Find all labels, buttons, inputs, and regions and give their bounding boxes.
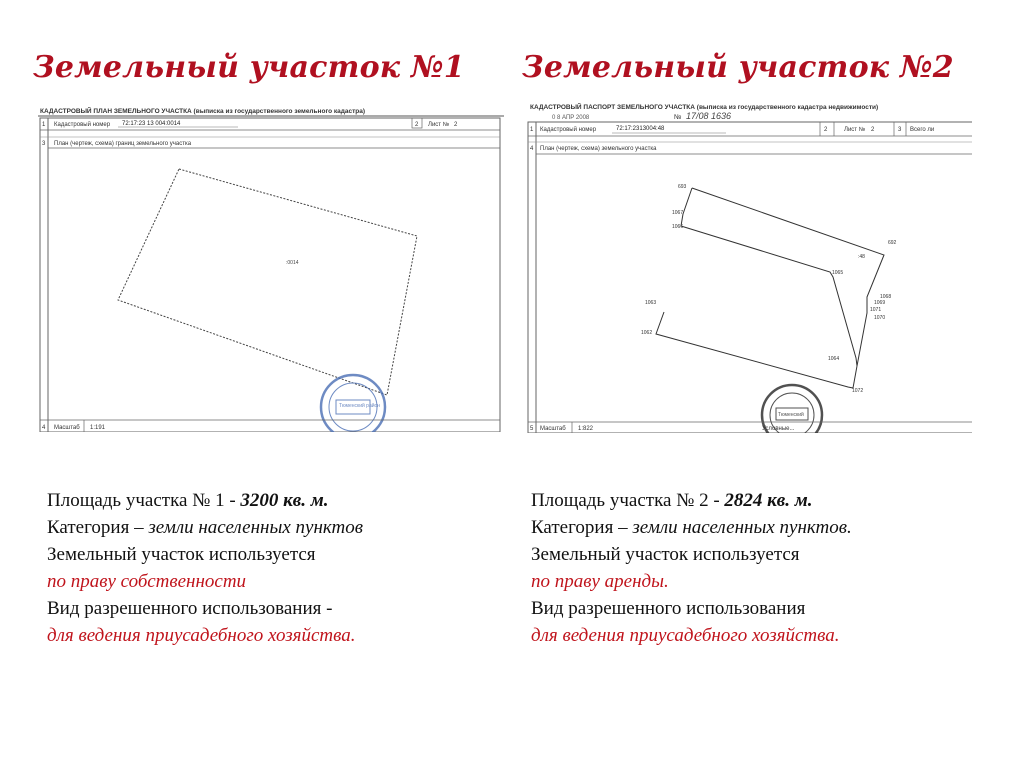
doc2-sheet-label: Лист № [844,127,866,133]
doc1-cadastral-number: 72:17:23 13 004:0014 [122,121,181,127]
doc2-doc-no: 17/08 1636 [686,111,732,121]
doc2-point-label: 1072 [852,388,864,394]
area-value: 3200 кв. м. [240,490,329,511]
doc2-point-label: 1064 [828,356,840,362]
doc2-point-label: 692 [888,240,897,246]
doc1-scale-value: 1:191 [90,425,106,431]
cadastral-passport-drawing-2 [526,100,972,433]
area-prefix: Площадь участка № 2 - [531,490,725,511]
doc2-point-label: 693 [678,184,687,190]
plot-2-title: Земельный участок №2 [522,50,954,85]
doc2-total-label: Всего ли [910,127,935,133]
doc2-point-label: 1067 [672,210,684,216]
plot-1-title: Земельный участок №1 [33,50,465,85]
doc2-doc-no-label: № [674,114,682,121]
area-line [47,487,517,514]
category-line [47,514,517,541]
permitted-prefix: Вид разрешенного использования - [47,598,333,619]
parcel-1-boundary [118,169,417,395]
doc2-date-stamp: 0 8 АПР 2008 [552,115,590,121]
permitted-value: для ведения приусадебного хозяйства. [531,625,840,646]
right-value: по праву собственности [47,571,247,592]
doc2-point-label: 1062 [641,330,653,336]
doc1-stamp-text: Тюменский район [339,403,381,409]
category-value: земли населенных пунктов [148,517,363,538]
cadastral-plan-image-1 [38,104,504,432]
doc2-point-label: 1070 [874,315,886,321]
category-prefix: Категория – [47,517,149,538]
doc2-header: КАДАСТРОВЫЙ ПАСПОРТ ЗЕМЕЛЬНОГО УЧАСТКА (выписка из государственного кадастра недвижимости) [530,104,879,111]
doc2-scale-label: Масштаб [540,426,566,432]
doc2-plan-label: План (чертеж, схема) земельного участка [540,146,657,152]
doc1-sheet-value: 2 [454,122,458,128]
doc1-row3-num: 3 [42,141,46,147]
area-line [531,487,1001,514]
category-value: земли населенных пунктов. [632,517,852,538]
doc2-point-labels [641,184,897,394]
area-value: 2824 кв. м. [724,490,813,511]
doc2-point-label: 1068 [880,294,892,300]
doc1-parcel-label: :0014 [286,260,299,266]
doc1-header: КАДАСТРОВЫЙ ПЛАН ЗЕМЕЛЬНОГО УЧАСТКА (выписка из государственного земельного кадастра) [40,108,366,115]
use-text: Земельный участок используется [47,544,316,565]
use-text: Земельный участок используется [531,544,800,565]
doc2-scale-value: 1:822 [578,426,594,432]
doc2-stamp-text: Тюменский [778,412,804,418]
doc1-row1-num: 1 [42,122,46,128]
doc2-cadastral-number: 72:17:2313004:48 [616,126,665,132]
plot-2-info [531,487,1001,649]
doc2-point-label: :48 [858,254,865,260]
doc2-row5-num: 5 [530,426,534,432]
right-value: по праву аренды. [531,571,669,592]
permitted-value: для ведения приусадебного хозяйства. [47,625,356,646]
cadastral-plan-drawing-1 [38,104,504,432]
doc2-point-label: 1063 [645,300,657,306]
category-line [531,514,1001,541]
doc2-point-label: 1065 [832,270,844,276]
doc2-row4-num: 4 [530,146,534,152]
doc2-point-label: 1069 [874,300,886,306]
doc1-stamp [321,375,385,432]
doc2-row2-num: 2 [824,127,828,133]
category-prefix: Категория – [531,517,633,538]
doc1-plan-label: План (чертеж, схема) границ земельного участка [54,141,192,147]
doc2-row3-num: 3 [898,127,902,133]
plot-1-info [47,487,517,649]
doc2-cadastral-label: Кадастровый номер [540,127,597,133]
cadastral-passport-image-2 [526,100,972,433]
doc1-scale-label: Масштаб [54,425,80,431]
doc2-sheet-value: 2 [871,127,875,133]
permitted-prefix: Вид разрешенного использования [531,598,806,619]
doc2-row1-num: 1 [530,127,534,133]
area-prefix: Площадь участка № 1 - [47,490,241,511]
doc1-row2-num: 2 [415,122,419,128]
doc1-sheet-label: Лист № [428,122,450,128]
doc2-point-label: 1066 [672,224,684,230]
doc2-footer-text: Условные... [762,426,795,432]
doc1-row4-num: 4 [42,425,46,431]
doc1-cadastral-label: Кадастровый номер [54,122,111,128]
doc2-point-label: 1071 [870,307,882,313]
